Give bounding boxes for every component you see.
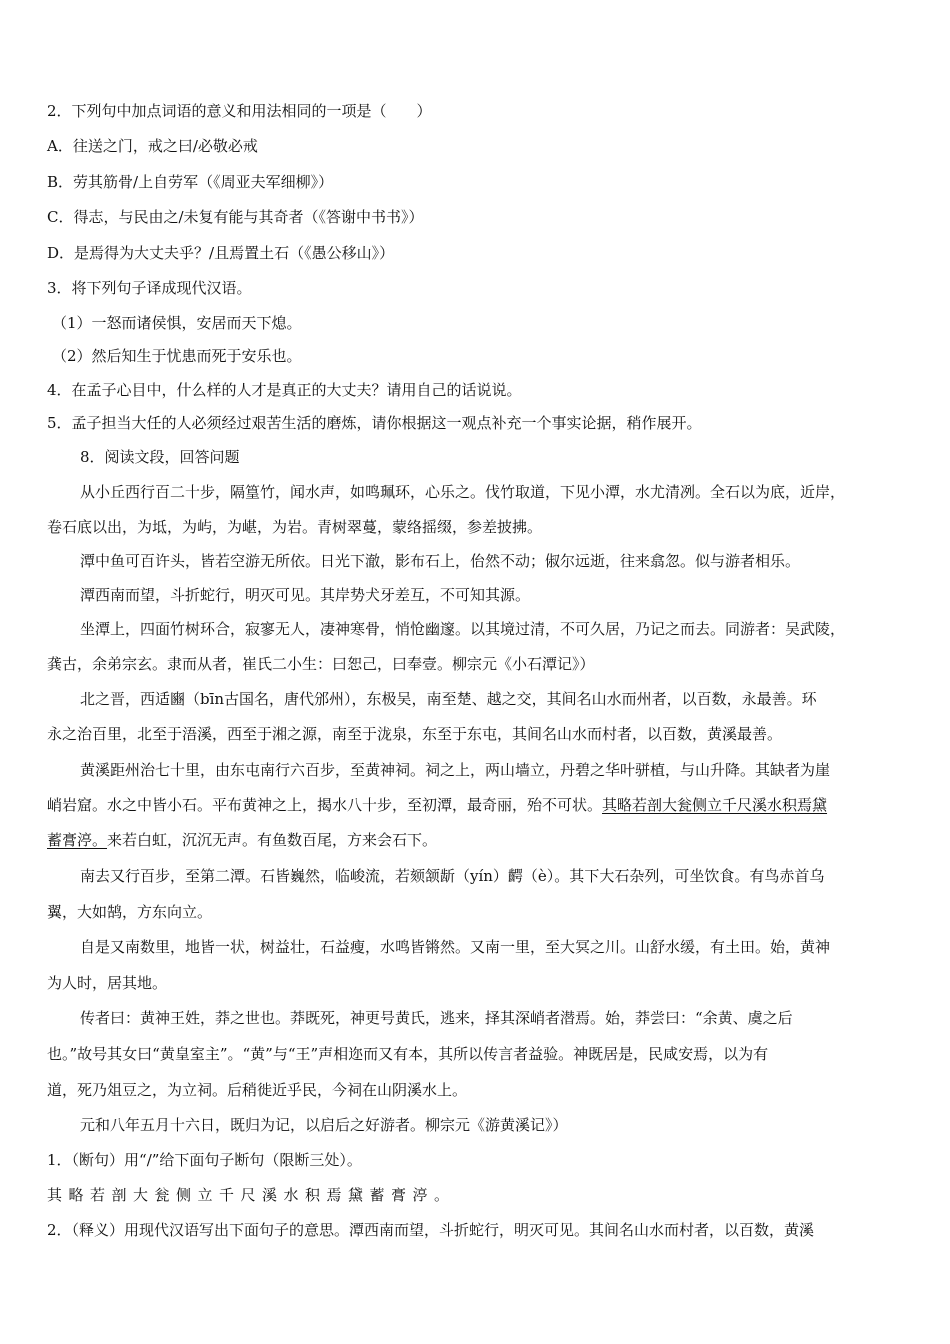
- passage-line: 从小丘西行百二十步，隔篁竹，闻水声，如鸣珮环，心乐之。伐竹取道，下见小潭，水尤清冽。全石以为底，近岸，: [80, 483, 846, 501]
- option-d: D．是焉得为大丈夫乎？/且焉置土石（《愚公移山》）: [47, 244, 395, 262]
- underlined-sentence: 蓄膏渟。: [47, 831, 108, 849]
- passage-text: 峭岩窟。水之中皆小石。平布黄神之上，揭水八十步，至初潭，最奇丽，殆不可状。: [47, 796, 603, 814]
- passage-line: 龚古，余弟宗玄。隶而从者，崔氏二小生：曰恕己，曰奉壹。柳宗元《小石潭记》）: [47, 655, 595, 673]
- passage-line: 永之治百里，北至于浯溪，西至于湘之源，南至于泷泉，东至于东屯，其间名山水而村者，以百数，黄溪最善。: [47, 725, 783, 743]
- passage-line: 卷石底以出，为坻，为屿，为嵁，为岩。青树翠蔓，蒙络摇缀，参差披拂。: [47, 518, 543, 536]
- passage-line: 传者曰：黄神王姓，莽之世也。莽既死，神更号黄氏，逃来，择其深峭者潜焉。始，莽尝曰：“余黄、虞之后: [80, 1009, 793, 1027]
- passage-line: 也。”故号其女曰“黄皇室主”。“黄”与“王”声相迩而又有本，其所以传言者益验。神既居是，民咸安焉，以为有: [47, 1045, 769, 1063]
- question-2-stem: 2．下列句中加点词语的意义和用法相同的一项是（ ）: [47, 102, 432, 120]
- question-1-sentence: 其略若剖大瓮侧立千尺溪水积焉黛蓄膏渟。: [47, 1186, 456, 1204]
- passage-line: 潭西南而望，斗折蛇行，明灭可见。其岸势犬牙差互，不可知其源。: [80, 586, 531, 604]
- question-3-item-2: （2）然后知生于忧患而死于安乐也。: [52, 347, 302, 365]
- question-4: 4．在孟子心目中，什么样的人才是真正的大丈夫？请用自己的话说说。: [47, 381, 522, 399]
- question-3-item-1: （1）一怒而诸侯惧，安居而天下熄。: [52, 314, 302, 332]
- passage-line: 翼，大如鹄，方东向立。: [47, 903, 213, 921]
- passage-line: 坐潭上，四面竹树环合，寂寥无人，凄神寒骨，悄怆幽邃。以其境过清，不可久居，乃记之而去。同游者：吴武陵，: [80, 620, 846, 638]
- passage-text: 来若白虹，沉沉无声。有鱼数百尾，方来会石下。: [107, 831, 438, 849]
- section-8-heading: 8．阅读文段，回答问题: [80, 448, 240, 466]
- passage-line: 道，死乃俎豆之，为立祠。后稍徙近乎民，今祠在山阴溪水上。: [47, 1081, 468, 1099]
- passage-line: 元和八年五月十六日，既归为记，以启后之好游者。柳宗元《游黄溪记》）: [80, 1116, 568, 1134]
- option-c: C．得志，与民由之/未复有能与其奇者（《答谢中书书》）: [47, 208, 424, 226]
- question-1-stem: 1．（断句）用“/”给下面句子断句（限断三处）。: [47, 1151, 362, 1169]
- question-2-stem: 2．（释义）用现代汉语写出下面句子的意思。潭西南而望，斗折蛇行，明灭可见。其间名山水而村者，以百数，黄溪: [47, 1221, 815, 1239]
- option-a: A．往送之门，戒之曰/必敬必戒: [47, 137, 258, 155]
- passage-line: 北之晋，西适豳（bīn古国名，唐代邠州），东极吴，南至楚、越之交，其间名山水而州者，以百数，永最善。环: [80, 690, 817, 708]
- passage-line: 自是又南数里，地皆一状，树益壮，石益瘦，水鸣皆锵然。又南一里，至大冥之川。山舒水缓，有土田。始，黄神: [80, 938, 831, 956]
- underlined-sentence: 其略若剖大瓮侧立千尺溪水积焉黛: [602, 796, 828, 814]
- question-3-stem: 3．将下列句子译成现代汉语。: [47, 279, 252, 297]
- passage-line: 潭中鱼可百许头，皆若空游无所依。日光下澈，影布石上，佁然不动；俶尔远逝，往来翕忽。似与游者相乐。: [80, 552, 801, 570]
- passage-line: [47, 830, 437, 850]
- question-5: 5．孟子担当大任的人必须经过艰苦生活的磨炼，请你根据这一观点补充一个事实论据，稍作展开。: [47, 414, 702, 432]
- passage-line: 为人时，居其地。: [47, 974, 168, 992]
- passage-line: 南去又行百步，至第二潭。石皆巍然，临峻流，若颏颔龂（yín）齶（è）。其下大石杂列，可坐饮食。有鸟赤首乌: [80, 867, 825, 885]
- passage-line: [47, 795, 827, 815]
- option-b: B．劳其筋骨/上自劳军（《周亚夫军细柳》）: [47, 173, 334, 191]
- passage-line: 黄溪距州治七十里，由东屯南行六百步，至黄神祠。祠之上，两山墙立，丹碧之华叶骈植，与山升降。其缺者为崖: [80, 761, 831, 779]
